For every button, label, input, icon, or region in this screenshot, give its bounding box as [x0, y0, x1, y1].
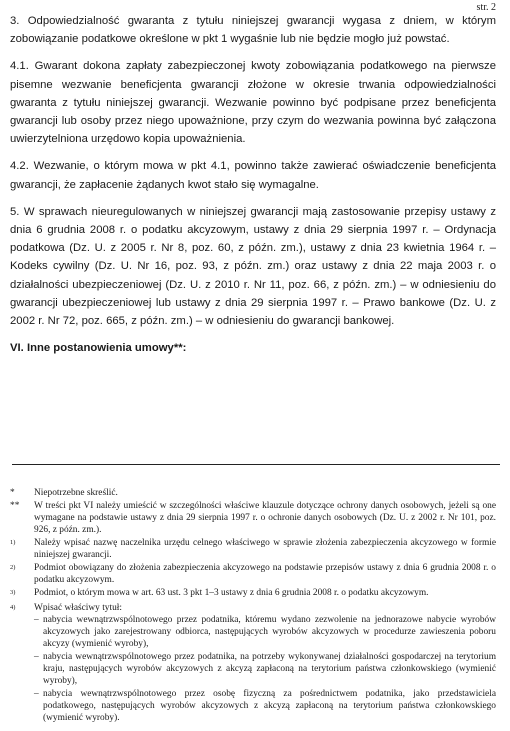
paragraph-5: 5. W sprawach nieuregulowanych w niniejszej gwarancji mają zastosowanie przepisy ustawy z dnia 6 grudnia 2008 r. o podatku akcyzowym, ustawy z dnia 29 sierpnia 1997 r. – Ordynacja podatkowa (Dz. U. z 2005 r. Nr 8, poz. 60, z późn. zm.), ustawy z dnia 23 kwietnia 1964 r. – Kodeks cywilny (Dz. U. Nr 16, poz. 93, z późn. zm.) oraz ustawy z dnia 22 maja 2003 r. o działalności ubezpieczeniowej (Dz. U. z 2010 r. Nr 11, poz. 66, z późn. zm.) – w odniesieniu do gwarancji ubezpieczeniowej lub ustawy z dnia 29 sierpnia 1997 r. – Prawo bankowe (Dz. U. z 2002 r. Nr 72, poz. 665, z późn. zm.) – w odniesieniu do gwarancji bankowej. — [10, 205, 496, 328]
footnote-divider — [12, 464, 500, 465]
document-body — [10, 12, 496, 366]
list-item-text: nabycia wewnątrzwspólnotowego przez podatnika, na potrzeby wykonywanej działalności gospodarczej na terytorium kraju, następujących wyrobów akcyzowych z akcyzą zapłaconą na terytorium państwa członkowskiego (wymienić wyroby), — [43, 652, 496, 686]
footnote-4 — [10, 602, 496, 725]
footnote-text: Podmiot, o którym mowa w art. 63 ust. 3 pkt 1–3 ustawy z dnia 6 grudnia 2008 r. o podatku akcyzowym. — [34, 588, 429, 598]
paragraph-3: 3. Odpowiedzialność gwaranta z tytułu niniejszej gwarancji wygasa z dniem, w którym zobowiązanie podatkowe określone w pkt 1 wygaśnie lub nie będzie mogło już powstać. — [10, 15, 496, 46]
paragraph-4-1: 4.1. Gwarant dokona zapłaty zabezpieczonej kwoty zobowiązania podatkowego na pierwsze pisemne wezwanie beneficjenta gwarancji złożone w okresie trwania odpowiedzialności gwaranta z tytułu niniejszej gwarancji. Wezwanie powinno być podpisane przez beneficjenta gwarancji lub osoby przez niego upoważnione, przy czym do wezwania powinna być załączona uwierzytelniona urzędowo kopia upoważnienia. — [10, 60, 496, 146]
footnote-double-star — [10, 500, 496, 536]
footnote-text: Podmiot obowiązany do złożenia zabezpieczenia akcyzowego na podstawie przepisów ustawy z dnia 6 grudnia 2008 r. o podatku akcyzowym. — [34, 563, 496, 585]
section-heading: VI. Inne postanowienia umowy**: — [10, 342, 187, 355]
dash-bullet: – — [34, 652, 39, 662]
footnote-mark — [10, 587, 34, 601]
footnote-text-block — [34, 602, 496, 725]
list-item-text: nabycia wewnątrzwspólnotowego przez osobę fizyczną za pośrednictwem podatnika, jako przedstawiciela podatkowego, następujących wyrobów akcyzowych z akcyzą zapłaconą na terytorium państwa członkowskiego (wymienić wyroby). — [43, 689, 496, 723]
footnote-mark — [10, 537, 34, 561]
footnote-3 — [10, 587, 496, 601]
footnote-mark — [10, 562, 34, 586]
footnote-text: Niepotrzebne skreślić. — [34, 488, 118, 498]
footnote-text: Należy wpisać nazwę naczelnika urzędu celnego właściwego w sprawie złożenia zabezpieczenia akcyzowego w formie niniejszej gwarancji. — [34, 538, 496, 560]
footnote-mark: * — [10, 488, 15, 498]
footnotes — [10, 487, 496, 726]
footnote-text: W treści pkt VI należy umieścić w szczególności właściwe klauzule dotyczące ochrony danych osobowych, jeżeli są one wymagane na podstawie ustawy z dnia 29 sierpnia 1997 r. o ochronie danych osobowych (Dz. U. z 2002 r. Nr 101, poz. 926, z późn. zm.). — [34, 501, 496, 535]
list-item-text: nabycia wewnątrzwspólnotowego przez podatnika, któremu wydano zezwolenie na jednorazowe nabycie wyrobów akcyzowych jako zarejestrowany odbiorca, następujących wyrobów akcyzowych w procedurze zawieszenia poboru akcyzy (wymienić wyroby), — [43, 615, 496, 649]
footnote-2 — [10, 562, 496, 586]
dash-bullet: – — [34, 615, 39, 625]
paragraph-4-2: 4.2. Wezwanie, o którym mowa w pkt 4.1, powinno także zawierać oświadczenie beneficjenta gwarancji, że zapłacenie żądanych kwot stało się wymagalne. — [10, 160, 496, 191]
list-item — [34, 614, 496, 650]
dash-bullet: – — [34, 689, 39, 699]
footnote-mark-sup: 4) — [10, 604, 16, 611]
footnote-mark-sup: 1) — [10, 539, 16, 546]
footnote-mark-sup: 2) — [10, 564, 16, 571]
footnote-1 — [10, 537, 496, 561]
footnote-star — [10, 487, 496, 499]
footnote-text: Wpisać właściwy tytuł: — [34, 603, 123, 613]
footnote-mark-sup: 3) — [10, 589, 16, 596]
footnote-mark — [10, 602, 34, 725]
footnote-mark: ** — [10, 501, 20, 511]
list-item — [34, 688, 496, 724]
list-item — [34, 651, 496, 687]
page-number: str. 2 — [476, 2, 496, 13]
